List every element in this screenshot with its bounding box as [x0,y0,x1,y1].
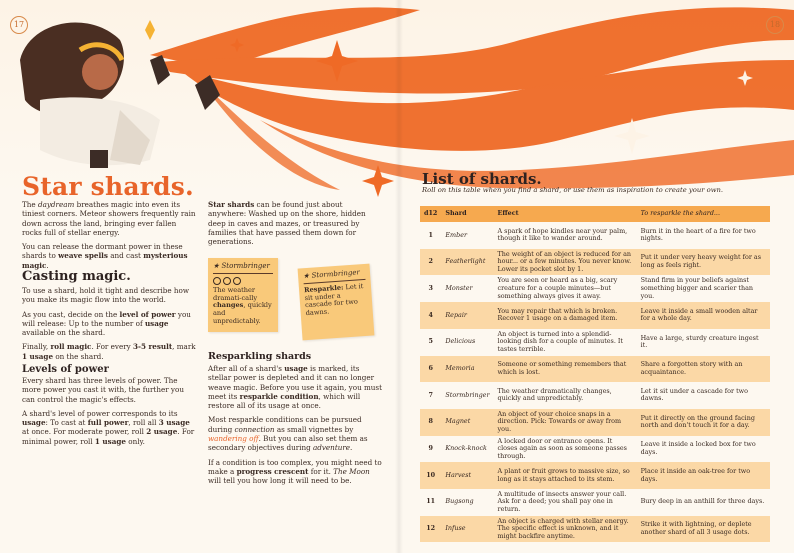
card-back-text: Resparkle: Let it sit under a cascade for two dawns. [303,281,364,318]
casting-magic-heading: Casting magic. [22,269,131,284]
shard-name: Ember [441,222,493,249]
shard-effect: An object is charged with stellar energy. The specific effect is unknown, and it might backfire anytime. [494,516,637,543]
row-number: 5 [420,329,441,356]
table-row [420,489,770,516]
shard-resparkle: Burn it in the heart of a fire for two nights. [637,222,770,249]
column2-intro: Star shards can be found just about anywhere: Washed up on the shore, hidden deep in caves and mazes, or treasured by families that have passed them down for generations. [208,200,366,247]
page-gutter [395,0,403,553]
levels-paragraph-1: Every shard has three levels of power. The more power you cast it with, the further you can control the magic's effects. [22,376,184,404]
table-row [420,302,770,329]
table-subtitle: Roll on this table when you find a shard, or use them as inspiration to create your own. [422,186,724,194]
shard-resparkle: Bury deep in an anthill for three days. [637,489,770,516]
shard-card-front [208,258,278,332]
header-shard: Shard [441,206,493,222]
shard-name: Magnet [441,409,493,436]
header-effect: Effect [494,206,637,222]
shard-effect: You may repair that which is broken. Recover 1 usage on a damaged item. [494,302,637,329]
page-title: Star shards. [22,172,194,201]
row-number: 7 [420,382,441,409]
shard-name: Stormbringer [441,382,493,409]
usage-dot [213,277,221,285]
resparkling-heading: Resparkling shards [208,351,312,362]
shard-resparkle: Have a large, sturdy creature ingest it. [637,329,770,356]
resparkling-text [208,364,383,486]
shard-name: Bugsong [441,489,493,516]
shard-resparkle: Put it under very heavy weight for as long as feels right. [637,249,770,276]
resparkling-paragraph-3: If a condition is too complex, you might need to make a progress crescent for it. The Moon will tell you how long it will need to be. [208,457,382,486]
table-row [420,249,770,276]
levels-paragraph-2: A shard's level of power corresponds to its usage: To cast at full power, roll all 3 usage at once. For moderate power, roll 2 usage. For minimal power, roll 1 usage only. [22,408,195,446]
shard-effect: The weight of an object is reduced for an hour... or a few minutes. You never know. Lower its pocket slot by 1. [494,249,637,276]
casting-paragraph-1: To use a shard, hold it tight and describe how you make its magic flow into the world. [22,286,190,305]
casting-text [22,286,197,361]
row-number: 12 [420,516,441,543]
row-number: 2 [420,249,441,276]
intro-text [22,200,197,270]
shard-effect: A spark of hope kindles near your palm, though it like to wander around. [494,222,637,249]
shards-table [420,206,770,542]
table-row [420,516,770,543]
table-title: List of shards. [422,170,542,188]
usage-dot [223,277,231,285]
page-number-left: 17 [10,16,28,34]
shard-effect: Someone or something remembers that which is lost. [494,356,637,383]
row-number: 11 [420,489,441,516]
shard-name: Memoria [441,356,493,383]
row-number: 8 [420,409,441,436]
row-number: 3 [420,275,441,302]
table-row [420,409,770,436]
shard-name: Monster [441,275,493,302]
levels-text [22,376,197,446]
shard-resparkle: Place it inside an oak-tree for two days. [637,462,770,489]
card-front-title: ★ Stormbringer [213,263,273,274]
shard-resparkle: Let it sit under a cascade for two dawns. [637,382,770,409]
shard-resparkle: Strike it with lightning, or deplete another shard of all 3 usage dots. [637,516,770,543]
card-front-text: The weather dramati-cally changes, quickly and unpredictably. [213,285,272,325]
shard-name: Harvest [441,462,493,489]
shard-resparkle: Leave it inside a locked box for two days. [637,436,770,463]
shard-card-back [298,264,375,341]
table-header-row [420,206,770,222]
table-row [420,462,770,489]
usage-dot [233,277,241,285]
shard-effect: A plant or fruit grows to massive size, so long as it stays attached to its stem. [494,462,637,489]
shard-effect: A multitude of insects answer your call. Ask for a deed; you shall pay one in return. [494,489,637,516]
table-row [420,436,770,463]
shard-effect: The weather dramatically changes, quickly and unpredictably. [494,382,637,409]
usage-dots [213,277,273,285]
resparkling-paragraph-2: Most resparkle conditions can be pursued during connection as small vignettes by wandering off. But you can also set them as secondary objectives during adventure. [208,415,368,453]
shard-effect: An object of your choice snaps in a direction. Pick: Towards or away from you. [494,409,637,436]
shard-name: Featherlight [441,249,493,276]
casting-paragraph-3: Finally, roll magic. For every 3-5 result, mark 1 usage on the shard. [22,342,196,361]
intro-paragraph-1: The daydream breathes magic into even its tiniest corners. Meteor showers frequently rain down across the land, bringing ever fallen rocks full of stellar energy. [22,200,196,237]
shard-resparkle: Share a forgotten story with an acquaintance. [637,356,770,383]
table-row [420,356,770,383]
shard-name: Repair [441,302,493,329]
table-row [420,222,770,249]
header-resparkle: To resparkle the shard... [637,206,770,222]
row-number: 9 [420,436,441,463]
row-number: 1 [420,222,441,249]
row-number: 10 [420,462,441,489]
table-row [420,275,770,302]
shard-name: Knock-knock [441,436,493,463]
shard-resparkle: Leave it inside a small wooden altar for a whole day. [637,302,770,329]
shard-name: Infuse [441,516,493,543]
row-number: 6 [420,356,441,383]
table-row [420,329,770,356]
shard-effect: An object is turned into a splendid-looking dish for a couple of minutes. It tastes terrible. [494,329,637,356]
shard-resparkle: Put it directly on the ground facing north and don't touch it for a day. [637,409,770,436]
page-number-right: 18 [766,16,784,34]
resparkling-paragraph-1: After all of a shard's usage is marked, its stellar power is depleted and it can no longer weave magic. Before you use it again, you must meet its resparkle condition, which will restore all of its usage at once. [208,364,383,411]
shard-effect: You are seen or heard as a big, scary creature for a couple minutes—but something always gives it away. [494,275,637,302]
casting-paragraph-2: As you cast, decide on the level of power you will release: Up to the number of usage available on the shard. [22,309,191,338]
shard-effect: A locked door or entrance opens. It closes again as soon as someone passes through. [494,436,637,463]
shard-name: Delicious [441,329,493,356]
header-d12: d12 [420,206,441,222]
table-row [420,382,770,409]
intro-paragraph-2: You can release the dormant power in these shards to weave spells and cast mysterious magic. [22,242,188,270]
row-number: 4 [420,302,441,329]
shard-resparkle: Stand firm in your beliefs against something bigger and scarier than you. [637,275,770,302]
levels-of-power-heading: Levels of power [22,364,109,375]
card-back-title: ★ Stormbringer [303,269,366,284]
